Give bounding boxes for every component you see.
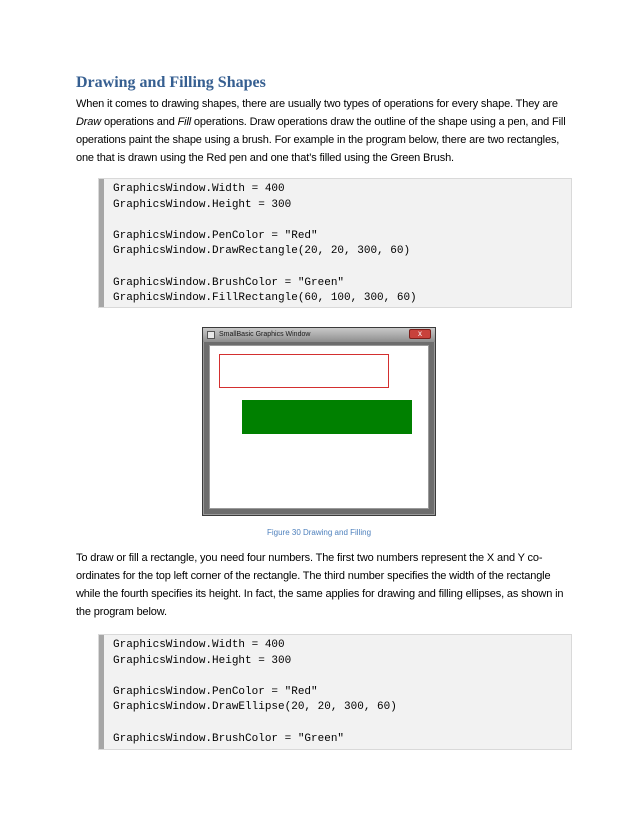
code-line: GraphicsWindow.PenColor = "Red" (113, 229, 318, 242)
code-line: GraphicsWindow.BrushColor = "Green" (113, 276, 345, 289)
code-line: GraphicsWindow.DrawEllipse(20, 20, 300, 60) (113, 701, 397, 714)
code-block-ellipses (98, 634, 572, 750)
explanation-paragraph: To draw or fill a rectangle, you need four numbers. The first two numbers represent the X and Y co-ordinates for the top left corner of the rectangle. The third number specifies the width of the rectangle while the fourth specifies its height. In fact, the same applies for drawing and filling ellipses, as shown in the program below. (76, 552, 564, 618)
section-heading: Drawing and Filling Shapes (76, 74, 266, 91)
intro-text-2: operations and (101, 116, 178, 128)
code-line: GraphicsWindow.Width = 400 (113, 639, 285, 651)
code-line: GraphicsWindow.FillRectangle(60, 100, 300, 60) (113, 292, 417, 305)
code-line: GraphicsWindow.PenColor = "Red" (113, 685, 318, 698)
code-line: GraphicsWindow.BrushColor = "Green" (113, 732, 345, 745)
code-line (113, 213, 565, 229)
intro-draw-term: Draw (76, 116, 102, 128)
code-line: GraphicsWindow.Height = 300 (113, 654, 292, 667)
graphics-window-screenshot (202, 327, 436, 516)
filled-green-rectangle (242, 400, 412, 434)
code-lines (113, 638, 565, 747)
intro-fill-term: Fill (177, 116, 192, 128)
code-block-rectangles (98, 178, 572, 308)
code-line: GraphicsWindow.Width = 400 (113, 183, 285, 195)
window-titlebar (203, 328, 435, 342)
code-line (113, 669, 565, 685)
figure-caption: Figure 30 Drawing and Filling (266, 528, 372, 537)
code-line (113, 716, 565, 732)
code-block-bar (99, 635, 104, 749)
drawn-red-rectangle (219, 354, 389, 388)
code-block-bar (99, 179, 104, 307)
intro-text-1: When it comes to drawing shapes, there are usually two types of operations for every shape. They are (76, 98, 558, 110)
code-line: GraphicsWindow.Height = 300 (113, 198, 292, 211)
close-icon: x (409, 329, 431, 339)
intro-paragraph (76, 95, 571, 167)
intro-text-3: operations. Draw operations draw the outline of the shape using a pen, and Fill operations paint the shape using a brush. For example in the program below, there are two rectangles, one that is drawn using the Red pen and one that’s filled using the Green Brush. (76, 116, 566, 164)
app-icon (207, 331, 215, 339)
code-lines (113, 182, 565, 307)
code-line: GraphicsWindow.DrawRectangle(20, 20, 300, 60) (113, 245, 411, 258)
window-canvas (209, 345, 429, 509)
code-line (113, 260, 565, 276)
window-title: SmallBasic Graphics Window (219, 331, 311, 338)
